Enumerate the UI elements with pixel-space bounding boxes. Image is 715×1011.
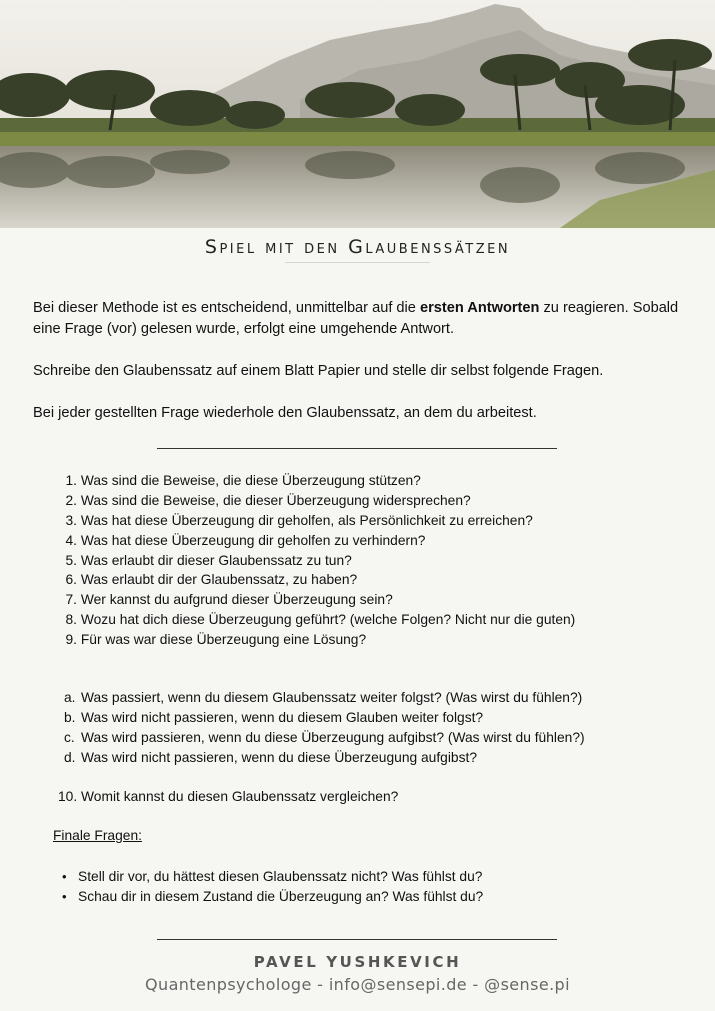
instruction-paragraph: Schreibe den Glaubenssatz auf einem Blatt Papier und stelle dir selbst folgende Fragen. <box>33 363 604 379</box>
list-item: b. Was wird nicht passieren, wenn du diesem Glauben weiter folgst? <box>64 710 484 725</box>
page-title: Spiel mit den Glaubenssätzen <box>204 236 511 258</box>
list-item: d. Was wird nicht passieren, wenn du diese Überzeugung aufgibst? <box>64 750 477 765</box>
list-item: 2. Was sind die Beweise, die dieser Überzeugung widersprechen? <box>65 492 471 508</box>
question-ten-text: Womit kannst du diesen Glaubenssatz vergleichen? <box>81 789 399 804</box>
intro-paragraph <box>33 298 683 339</box>
header-landscape-image <box>0 0 715 228</box>
final-questions-heading: Finale Fragen: <box>53 828 142 843</box>
list-item: • Stell dir vor, du hättest diesen Glaubenssatz nicht? Was fühlst du? <box>62 867 483 887</box>
intro-text-start: Bei dieser Methode ist es entscheidend, unmittelbar auf die <box>33 300 420 316</box>
list-item: c. Was wird passieren, wenn du diese Überzeugung aufgibst? (Was wirst du fühlen?) <box>64 730 585 745</box>
list-item: 9. Für was war diese Überzeugung eine Lösung? <box>65 632 367 648</box>
list-item: 5. Was erlaubt dir dieser Glaubenssatz zu tun? <box>65 552 352 568</box>
list-item: 6. Was erlaubt dir der Glaubenssatz, zu haben? <box>65 572 358 588</box>
list-item: 1. Was sind die Beweise, die diese Überzeugung stützen? <box>65 473 421 488</box>
final-questions-list <box>62 867 483 907</box>
list-item: a. Was passiert, wenn du diesem Glaubenssatz weiter folgst? (Was wirst du fühlen?) <box>64 690 583 705</box>
question-ten <box>58 787 398 807</box>
list-item: • Schau dir in diesem Zustand die Überzeugung an? Was fühlst du? <box>62 887 483 907</box>
intro-emphasis: ersten Antworten <box>419 300 540 316</box>
divider-bottom <box>157 939 557 940</box>
question-ten-number: 10. <box>58 789 78 804</box>
list-item: 3. Was hat diese Überzeugung dir geholfen, als Persönlichkeit zu erreichen? <box>65 512 533 528</box>
sub-question-list <box>64 688 684 768</box>
author-name: PAVEL YUSHKEVICH <box>253 953 462 971</box>
intro-text-end: zu reagieren. Sobald eine Frage (vor) gelesen wurde, erfolgt eine umgehende Antwort. <box>33 300 679 337</box>
list-item: 8. Wozu hat dich diese Überzeugung geführt? (welche Folgen? Nicht nur die guten) <box>65 612 576 628</box>
list-item: 7. Wer kannst du aufgrund dieser Überzeugung sein? <box>65 592 393 608</box>
divider-top <box>157 448 557 449</box>
list-item: 4. Was hat diese Überzeugung dir geholfen zu verhindern? <box>65 532 426 548</box>
repeat-paragraph: Bei jeder gestellten Frage wiederhole den Glaubenssatz, an dem du arbeitest. <box>33 405 537 421</box>
author-contact: Quantenpsychologe - info@sensepi.de - @sense.pi <box>145 975 570 994</box>
question-list <box>60 471 680 650</box>
bullet-icon: • <box>62 869 67 884</box>
title-underline <box>285 262 430 263</box>
bullet-icon: • <box>62 889 67 904</box>
